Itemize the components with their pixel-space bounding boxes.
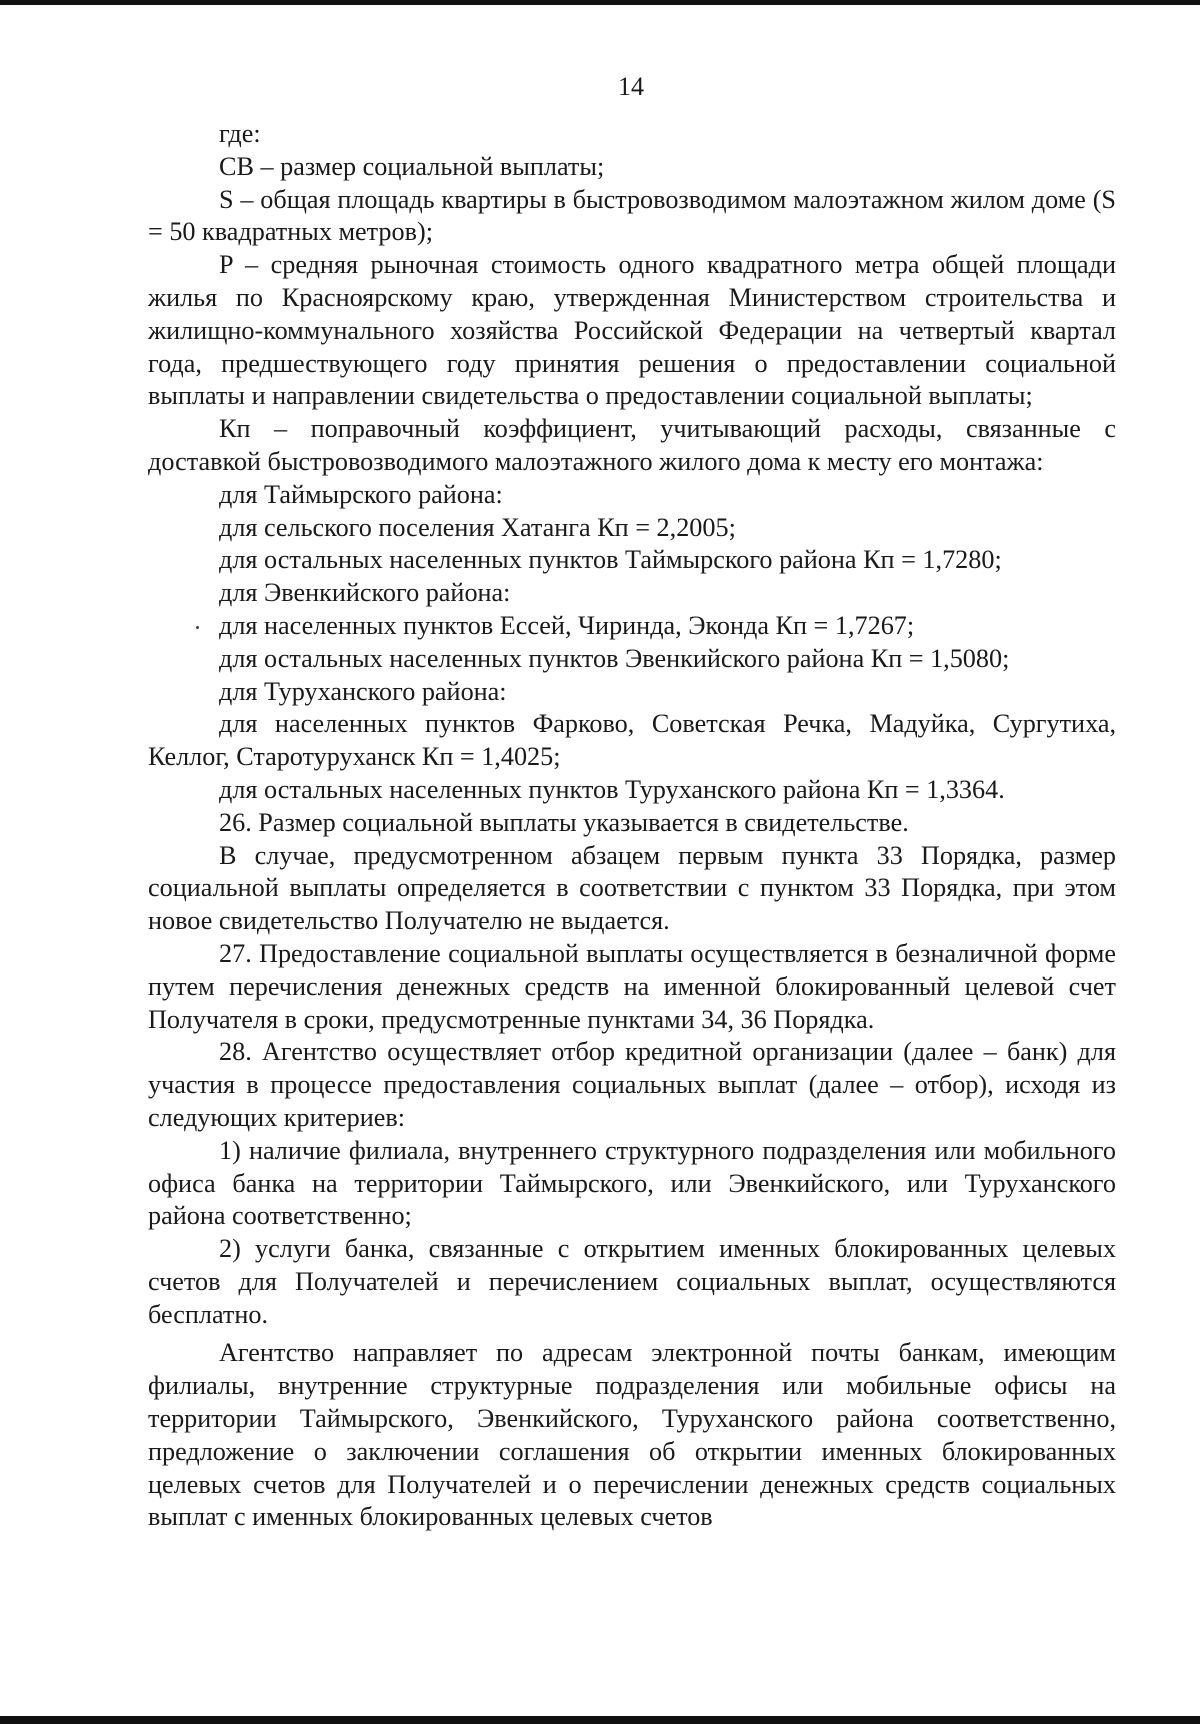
scan-edge-bottom xyxy=(0,1716,1200,1724)
paragraph-item-26: 26. Размер социальной выплаты указывается в свидетельстве. xyxy=(219,807,909,837)
list-item: для населенных пунктов Ессей, Чиринда, Эконда Кп = 1,7267; xyxy=(219,610,915,640)
list-item: для остальных населенных пунктов Таймырского района Кп = 1,7280; xyxy=(219,545,1002,575)
list-item: для Туруханского района: xyxy=(219,676,507,706)
paragraph-criterion-1: 1) наличие филиала, внутреннего структурного подразделения или мобильного офиса банка на территории Таймырского, или Эвенкийского, или Туруханского района соответственно; xyxy=(148,1135,1116,1231)
list-item: для остальных населенных пунктов Туруханского района Кп = 1,3364. xyxy=(219,774,1005,804)
scan-speck xyxy=(196,626,199,629)
list-item: для сельского поселения Хатанга Кп = 2,2005; xyxy=(219,512,736,542)
page-number: 14 xyxy=(618,72,644,101)
document-body xyxy=(148,118,1116,1534)
paragraph-definition-sv: СВ – размер социальной выплаты; xyxy=(219,151,605,181)
paragraph-definition-s: S – общая площадь квартиры в быстровозводимом малоэтажном жилом доме (S = 50 квадратных метров); xyxy=(148,184,1116,247)
paragraph-item-28: 28. Агентство осуществляет отбор кредитной организации (далее – банк) для участия в процессе предоставления социальных выплат (далее – отбор), исходя из следующих критериев: xyxy=(148,1037,1116,1132)
list-item: для остальных населенных пунктов Эвенкийского района Кп = 1,5080; xyxy=(219,643,1010,673)
scan-edge-top xyxy=(0,0,1200,5)
list-item: для населенных пунктов Фарково, Советская Речка, Мадуйка, Сургутиха, Келлог, Старотуруханск Кп = 1,4025; xyxy=(148,709,1116,772)
paragraph-item-27: 27. Предоставление социальной выплаты осуществляется в безналичной форме путем перечисления денежных средств на именной блокированный целевой счет Получателя в сроки, предусмотренные пунктами 34, 36 Порядка. xyxy=(148,938,1116,1034)
paragraph-where: где: xyxy=(219,119,261,148)
paragraph-agency-offer: Агентство направляет по адресам электронной почты банкам, имеющим филиалы, внутренние структурные подразделения или мобильные офисы на территории Таймырского, Эвенкийского, Туруханского района соответственно, предложение о заключении соглашения об открытии именных блокированных целевых счетов для Получателей и о перечислении денежных средств социальных выплат с именных блокированных целевых счетов xyxy=(148,1338,1116,1532)
paragraph-definition-kp: Кп – поправочный коэффициент, учитывающий расходы, связанные с доставкой быстровозводимого малоэтажного жилого дома к месту его монтажа: xyxy=(148,414,1116,476)
paragraph-item-26-case: В случае, предусмотренном абзацем первым пункта 33 Порядка, размер социальной выплаты определяется в соответствии с пунктом 33 Порядка, при этом новое свидетельство Получателю не выдается. xyxy=(148,840,1116,936)
paragraph-definition-p: P – средняя рыночная стоимость одного квадратного метра общей площади жилья по Красноярскому краю, утвержденная Министерством строительства и жилищно-коммунального хозяйства Российской Федерации на четвертый квартал года, предшествующего году принятия решения о предоставлении социальной выплаты и направлении свидетельства о предоставлении социальной выплаты; xyxy=(148,250,1116,411)
paragraph-criterion-2: 2) услуги банка, связанные с открытием именных блокированных целевых счетов для Получателей и перечислением социальных выплат, осуществляются бесплатно. xyxy=(148,1234,1116,1329)
list-item: для Эвенкийского района: xyxy=(219,578,511,608)
list-item: для Таймырского района: xyxy=(219,479,503,509)
